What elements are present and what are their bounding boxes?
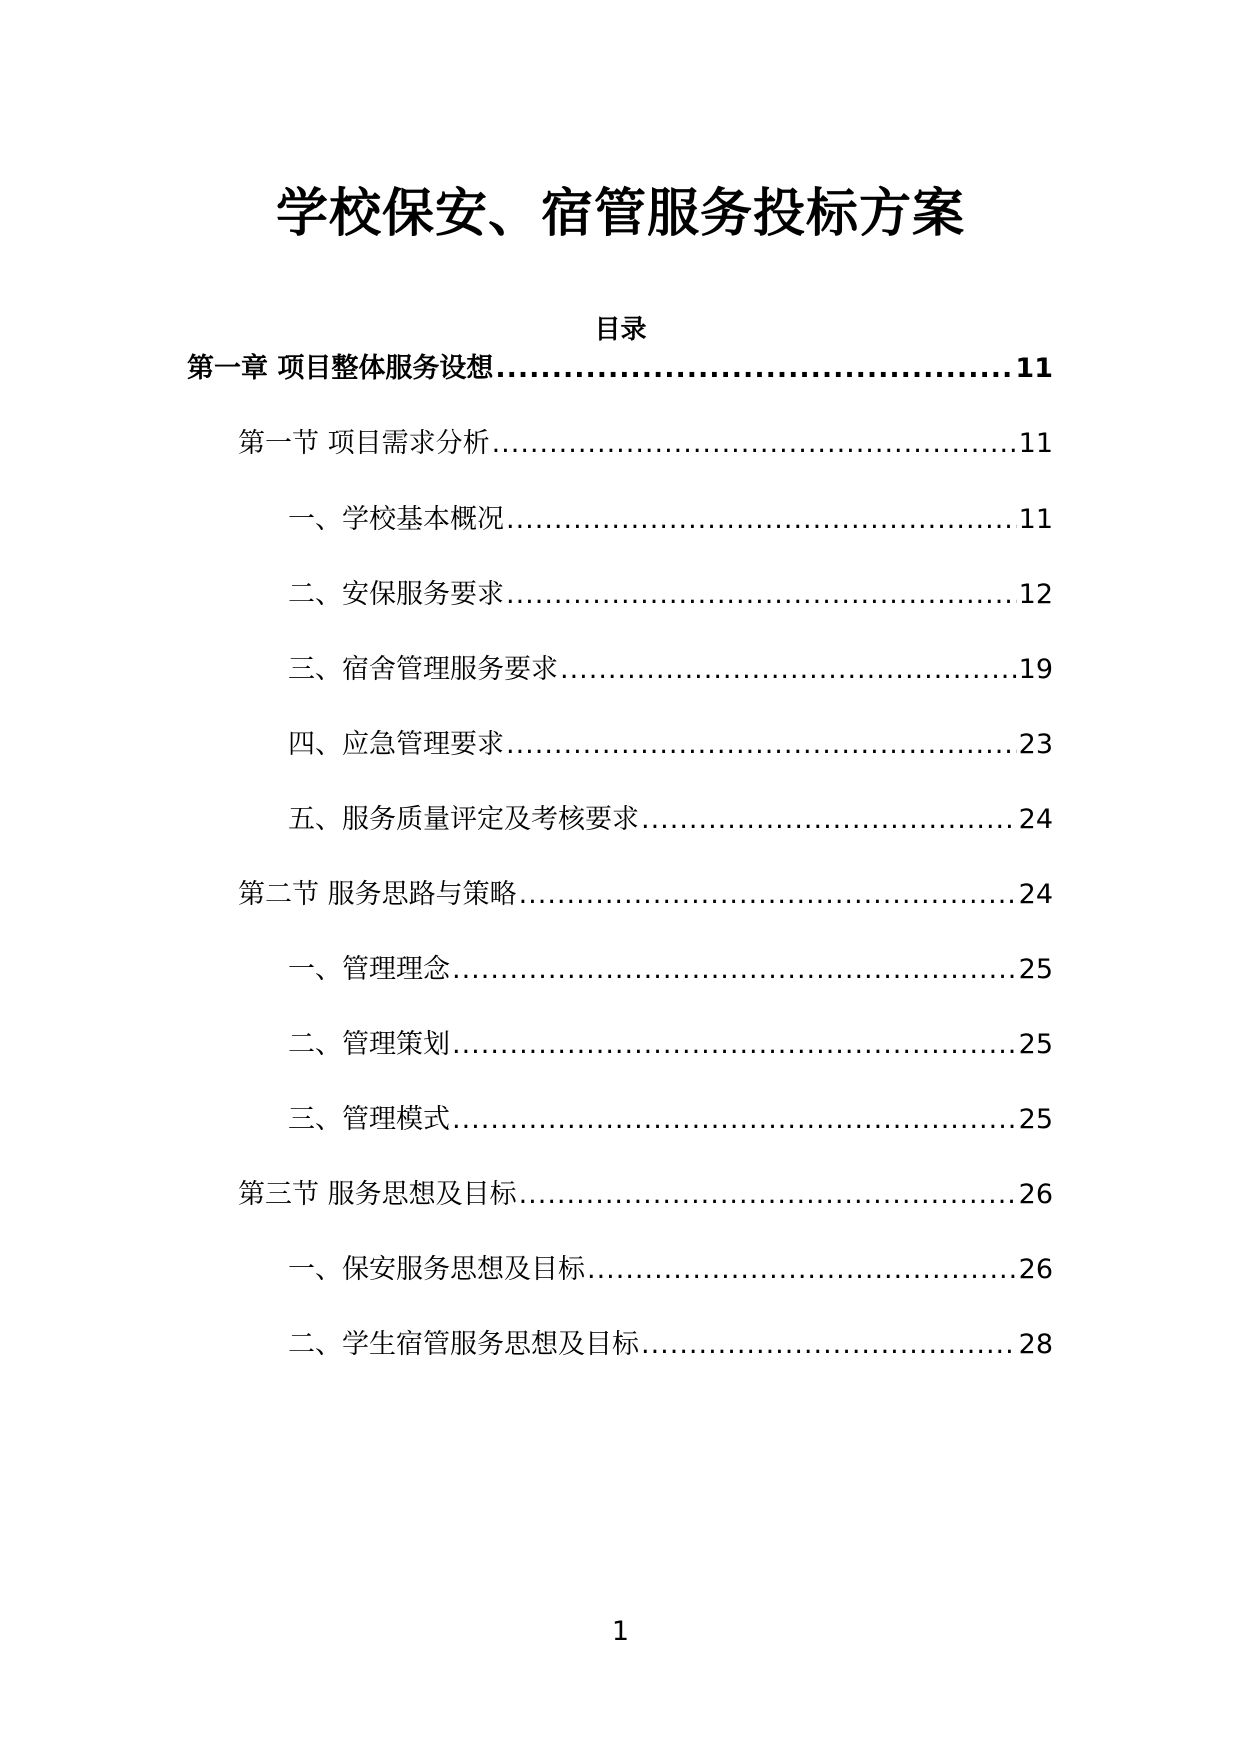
toc-entry-label: 第一节 项目需求分析 <box>238 428 490 459</box>
toc-entry[interactable] <box>288 725 1053 765</box>
toc-entry[interactable] <box>238 875 1053 915</box>
toc-dot-leader <box>641 1325 1017 1365</box>
toc-entry[interactable] <box>288 1100 1053 1140</box>
toc-entry[interactable] <box>288 500 1053 540</box>
toc-entry[interactable] <box>238 1175 1053 1215</box>
toc-entry[interactable] <box>288 950 1053 990</box>
toc-entry-page: 23 <box>1018 729 1053 760</box>
toc-heading: 目录 <box>594 315 647 345</box>
toc-entry-label: 一、学校基本概况 <box>288 504 504 535</box>
toc-dot-leader <box>506 725 1017 765</box>
toc-entry-page: 12 <box>1018 579 1053 610</box>
toc-entry-page: 25 <box>1018 954 1053 985</box>
toc-dot-leader <box>452 1100 1017 1140</box>
toc-dot-leader <box>452 1025 1017 1065</box>
document-title: 学校保安、宿管服务投标方案 <box>275 184 965 244</box>
toc-entry-label: 四、应急管理要求 <box>288 729 504 760</box>
toc-dot-leader <box>519 1175 1017 1215</box>
toc-entry-label: 一、保安服务思想及目标 <box>288 1254 585 1285</box>
toc-entry-page: 19 <box>1018 654 1053 685</box>
toc-dot-leader <box>506 575 1017 615</box>
toc-entry-page: 11 <box>1015 353 1053 384</box>
toc-entry-label: 二、管理策划 <box>288 1029 450 1060</box>
toc-entry-label: 一、管理理念 <box>288 954 450 985</box>
toc-entry-page: 24 <box>1018 804 1053 835</box>
toc-dot-leader <box>492 424 1017 464</box>
toc-entry[interactable] <box>288 1250 1053 1290</box>
toc-dot-leader <box>641 800 1017 840</box>
toc-entry-label: 第三节 服务思想及目标 <box>238 1179 517 1210</box>
toc-entry-label: 五、服务质量评定及考核要求 <box>288 804 639 835</box>
toc-entry[interactable] <box>187 349 1053 389</box>
toc-entry-label: 第一章 项目整体服务设想 <box>187 353 494 384</box>
toc-entry[interactable] <box>288 800 1053 840</box>
toc-dot-leader <box>452 950 1017 990</box>
toc-entry[interactable] <box>288 1325 1053 1365</box>
toc-dot-leader <box>506 500 1017 540</box>
toc-entry-page: 28 <box>1018 1329 1053 1360</box>
toc-entry-page: 26 <box>1018 1179 1053 1210</box>
toc-entry[interactable] <box>238 424 1053 464</box>
toc-entry-page: 25 <box>1018 1104 1053 1135</box>
page-number: 1 <box>611 1616 630 1647</box>
toc-dot-leader <box>560 650 1017 690</box>
toc-entry[interactable] <box>288 650 1053 690</box>
toc-entry-label: 三、管理模式 <box>288 1104 450 1135</box>
toc-entry-page: 24 <box>1018 879 1053 910</box>
toc-dot-leader <box>519 875 1017 915</box>
toc-entry-label: 二、安保服务要求 <box>288 579 504 610</box>
toc-entry[interactable] <box>288 1025 1053 1065</box>
toc-entry-page: 25 <box>1018 1029 1053 1060</box>
toc-entry-label: 二、学生宿管服务思想及目标 <box>288 1329 639 1360</box>
toc-entry[interactable] <box>288 575 1053 615</box>
toc-dot-leader <box>495 349 1013 389</box>
toc-entry-page: 26 <box>1018 1254 1053 1285</box>
toc-entry-page: 11 <box>1018 504 1053 535</box>
toc-dot-leader <box>587 1250 1017 1290</box>
toc-entry-label: 第二节 服务思路与策略 <box>238 879 517 910</box>
toc-entry-label: 三、宿舍管理服务要求 <box>288 654 558 685</box>
toc-entry-page: 11 <box>1018 428 1053 459</box>
